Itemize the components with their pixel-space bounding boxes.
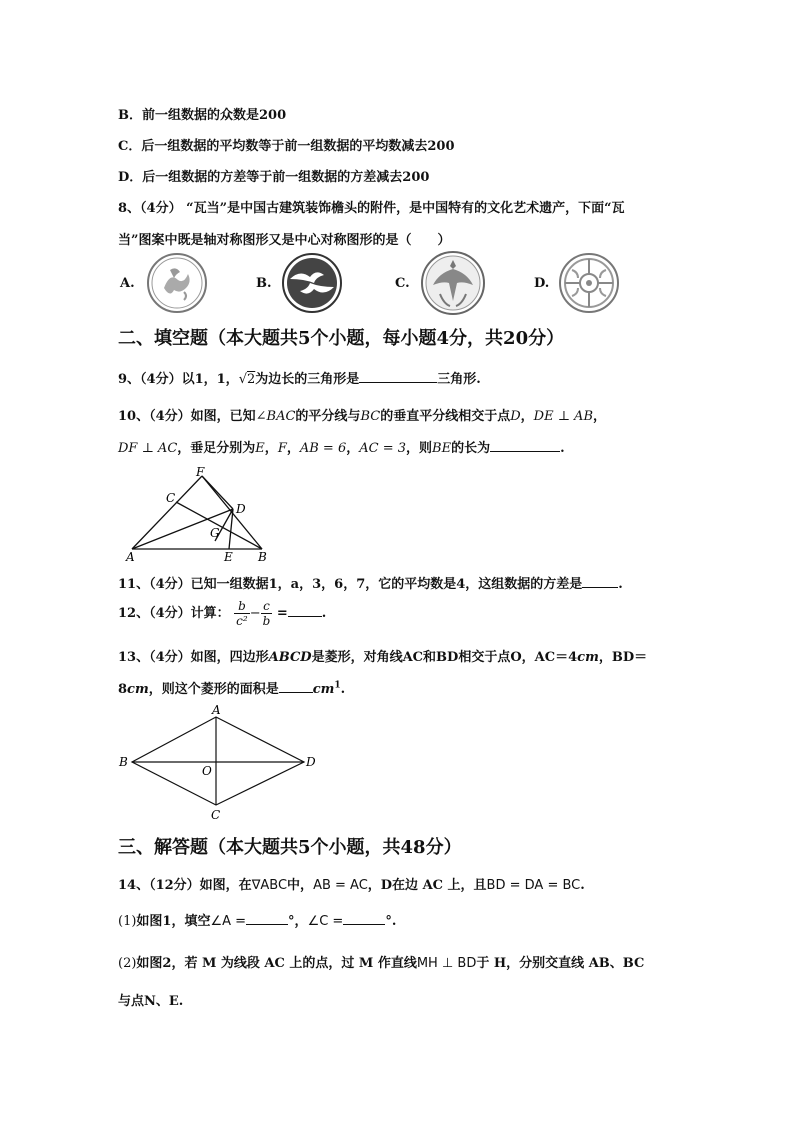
- rhombus-abcd: [132, 717, 304, 805]
- tile-emblem-c-icon: [420, 250, 486, 316]
- q9-answer-blank[interactable]: [359, 370, 437, 383]
- fraction-c-over-b: $\frac{c}{b}$: [262, 599, 271, 628]
- q13-rhombus-figure: [116, 703, 326, 821]
- q8-option-d-label: D.: [534, 276, 550, 291]
- q7-option-b: B．前一组数据的众数是200: [118, 108, 287, 123]
- section-3-title: 三、解答题（本大题共5个小题，共48分）: [118, 837, 462, 858]
- label-e: E: [224, 550, 233, 564]
- q14-part1: (1)如图1，填空∠A = °，∠C = °.: [118, 914, 397, 929]
- q12-answer-blank[interactable]: [288, 604, 322, 617]
- q7-option-d: D．后一组数据的方差等于前一组数据的方差减去200: [118, 170, 430, 185]
- q8-option-c-label: C.: [395, 276, 410, 291]
- q14-angle-c-blank[interactable]: [343, 912, 385, 925]
- q7-option-c: C．后一组数据的平均数等于前一组数据的平均数减去200: [118, 139, 455, 154]
- q13-line1: 13、（4分）如图，四边形ABCD是菱形，对角线AC和BD相交于点O，AC＝4cm，BD＝: [118, 650, 648, 665]
- q13-line2: 8cm，则这个菱形的面积是 $cm^1$.: [118, 680, 346, 697]
- label-b: B: [119, 755, 128, 769]
- q10-answer-blank[interactable]: [490, 439, 560, 452]
- label-g: G: [210, 526, 220, 540]
- q10-line2: DF ⊥ AC，垂足分别为E，F，AB = 6，AC = 3，则BE的长为 .: [118, 441, 565, 456]
- label-c: C: [166, 491, 176, 505]
- label-a: A: [212, 703, 221, 717]
- fraction-b-over-c2: $\frac{b}{\text{c²}}$: [236, 599, 248, 628]
- q9: 9、（4分）以1，1，√2为边长的三角形是 三角形.: [118, 372, 481, 387]
- label-o: O: [202, 764, 212, 778]
- tile-emblem-d-icon: [558, 252, 620, 314]
- label-c: C: [211, 808, 221, 821]
- q14-angle-a-blank[interactable]: [246, 912, 288, 925]
- q14-part2-line1: (2)如图2，若 M 为线段 AC 上的点，过 M 作直线MH ⊥ BD于 H，分别交直线 AB、BC: [118, 956, 645, 971]
- q11: 11、（4分）已知一组数据1，a，3，6，7，它的平均数是4，这组数据的方差是 .: [118, 577, 623, 592]
- segment-af: [132, 476, 202, 549]
- q10-figure: [120, 466, 280, 564]
- q14-line1: 14、（12分）如图，在∇ABC中，AB = AC，D在边 AC 上，且BD = DA = BC.: [118, 878, 585, 893]
- q12: 12、（4分）计算： $\frac{b}{\text{c²}}$ − $\frac{c}{b}$ = .: [118, 599, 327, 628]
- label-d: D: [306, 755, 316, 769]
- q14-part2-line2: 与点N、E.: [118, 994, 184, 1009]
- q13-answer-blank[interactable]: [279, 680, 313, 693]
- q8-option-a-label: A.: [120, 276, 135, 291]
- q10-line1: 10、（4分）如图，已知∠BAC的平分线与BC的垂直平分线相交于点D，DE ⊥ AB，: [118, 409, 607, 424]
- q11-answer-blank[interactable]: [582, 575, 618, 588]
- q8-line2: 当”图案中既是轴对称图形又是中心对称图形的是（ ）: [118, 233, 451, 248]
- q8-line1: 8、（4分） “瓦当”是中国古建筑装饰檐头的附件，是中国特有的文化艺术遗产，下面“瓦: [118, 201, 625, 216]
- q8-option-b-label: B.: [256, 276, 272, 291]
- tile-emblem-a-icon: [146, 252, 208, 314]
- section-2-title: 二、填空题（本大题共5个小题，每小题4分，共20分）: [118, 328, 565, 349]
- label-b: B: [258, 550, 267, 564]
- label-a: A: [126, 550, 135, 564]
- tile-emblem-b-icon: [282, 253, 342, 313]
- label-d: D: [236, 502, 246, 516]
- segment-fd: [202, 476, 233, 509]
- label-f: F: [196, 466, 205, 479]
